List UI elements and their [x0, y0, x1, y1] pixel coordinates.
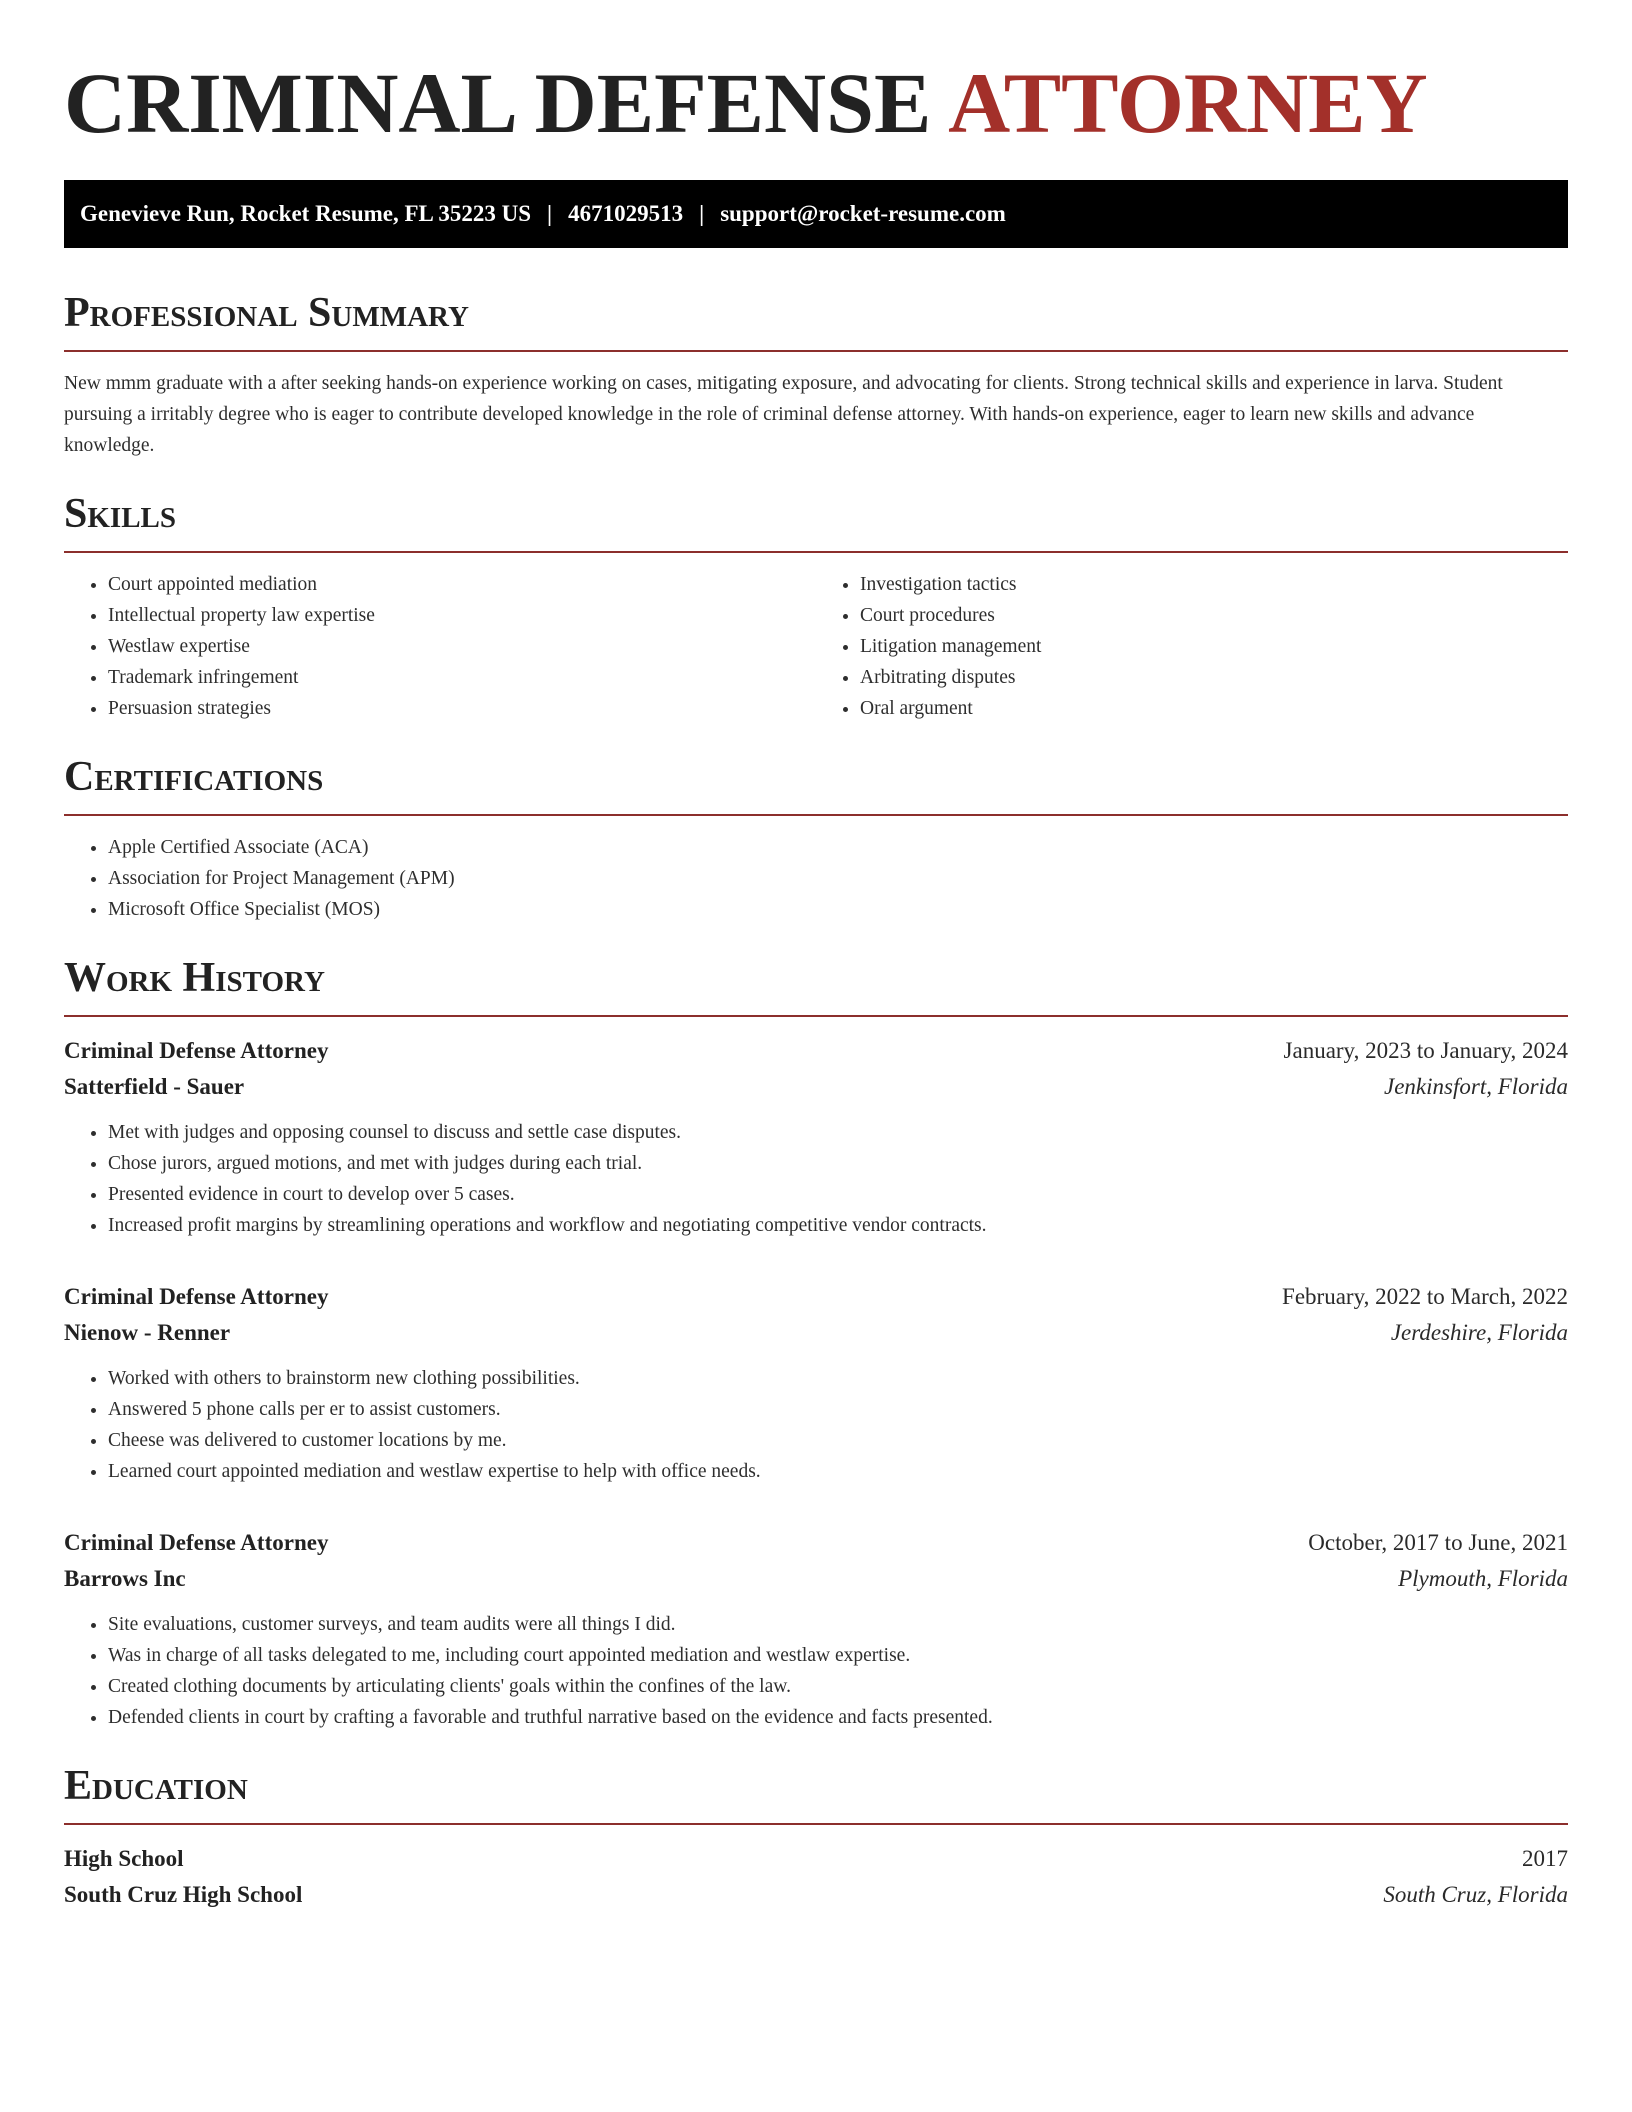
- job-location: Plymouth, Florida: [1398, 1566, 1568, 1591]
- job-company-row: [64, 1315, 1568, 1351]
- job-dates: October, 2017 to June, 2021: [1308, 1530, 1568, 1555]
- job-bullet: • Was in charge of all tasks delegated to me, including court appointed mediation and westlaw expertise.: [108, 1640, 1568, 1671]
- education-degree-row: [64, 1841, 1568, 1877]
- skill-item: • Investigation tactics: [860, 569, 1568, 600]
- skill-item: • Court appointed mediation: [108, 569, 816, 600]
- job-bullet: • Learned court appointed mediation and westlaw expertise to help with office needs.: [108, 1456, 1568, 1487]
- job-entry: [64, 1279, 1568, 1487]
- job-dates: January, 2023 to January, 2024: [1283, 1038, 1568, 1063]
- job-company: Satterfield - Sauer: [64, 1074, 245, 1099]
- certifications-section: [64, 754, 1568, 925]
- contact-separator: |: [699, 201, 705, 226]
- job-company-row: [64, 1561, 1568, 1597]
- work-heading: Work History: [64, 955, 1568, 1017]
- education-entry: [64, 1841, 1568, 1913]
- summary-text: New mmm graduate with a after seeking hands-on experience working on cases, mitigating exposure, and advocating for clients. Strong technical skills and experience in larva. Student pursuing a irritably degree who is eager to contribute developed knowledge in the role of criminal defense attorney. With hands-on experience, eager to learn new skills and advance knowledge.: [64, 373, 1503, 456]
- job-title-row: [64, 1033, 1568, 1069]
- job-bullet: • Met with judges and opposing counsel to discuss and settle case disputes.: [108, 1117, 1568, 1148]
- contact-separator: |: [547, 201, 553, 226]
- skill-item: • Intellectual property law expertise: [108, 600, 816, 631]
- job-bullet: • Defended clients in court by crafting a favorable and truthful narrative based on the evidence and facts presented.: [108, 1702, 1568, 1733]
- skill-item: • Litigation management: [860, 631, 1568, 662]
- job-dates: February, 2022 to March, 2022: [1282, 1284, 1568, 1309]
- contact-bar: [64, 180, 1568, 248]
- skill-item: • Court procedures: [860, 600, 1568, 631]
- skills-heading: Skills: [64, 491, 1568, 553]
- education-degree: High School: [64, 1846, 184, 1871]
- contact-email: support@rocket-resume.com: [720, 201, 1006, 226]
- contact-phone: 4671029513: [568, 201, 684, 226]
- job-bullet: • Chose jurors, argued motions, and met with judges during each trial.: [108, 1148, 1568, 1179]
- job-company: Nienow - Renner: [64, 1320, 231, 1345]
- skill-item: • Trademark infringement: [108, 662, 816, 693]
- certification-item: • Association for Project Management (APM): [108, 863, 1568, 894]
- education-location: South Cruz, Florida: [1383, 1882, 1568, 1907]
- title-accent: ATTORNEY: [948, 55, 1428, 151]
- job-bullet: • Presented evidence in court to develop over 5 cases.: [108, 1179, 1568, 1210]
- certifications-list: [64, 832, 1568, 925]
- job-company-row: [64, 1069, 1568, 1105]
- job-bullet: • Increased profit margins by streamlining operations and workflow and negotiating competitive vendor contracts.: [108, 1210, 1568, 1241]
- skills-grid: [64, 553, 1568, 724]
- summary-section: [64, 290, 1568, 461]
- job-company: Barrows Inc: [64, 1566, 186, 1591]
- job-bullets: [64, 1117, 1568, 1241]
- certifications-heading: Certifications: [64, 754, 1568, 816]
- job-bullet: • Site evaluations, customer surveys, and team audits were all things I did.: [108, 1609, 1568, 1640]
- job-bullet: • Answered 5 phone calls per er to assist customers.: [108, 1394, 1568, 1425]
- education-school: South Cruz High School: [64, 1882, 303, 1907]
- title-main: CRIMINAL DEFENSE: [64, 55, 932, 151]
- job-location: Jerdeshire, Florida: [1390, 1320, 1568, 1345]
- skills-section: [64, 491, 1568, 724]
- job-title: Criminal Defense Attorney: [64, 1038, 329, 1063]
- education-section: [64, 1763, 1568, 1913]
- education-year: 2017: [1522, 1846, 1568, 1871]
- skill-item: • Persuasion strategies: [108, 693, 816, 724]
- skill-item: • Westlaw expertise: [108, 631, 816, 662]
- job-location: Jenkinsfort, Florida: [1384, 1074, 1568, 1099]
- education-school-row: [64, 1877, 1568, 1913]
- certification-item: • Apple Certified Associate (ACA): [108, 832, 1568, 863]
- job-title-row: [64, 1279, 1568, 1315]
- contact-address: Genevieve Run, Rocket Resume, FL 35223 US: [80, 201, 532, 226]
- skill-item: • Arbitrating disputes: [860, 662, 1568, 693]
- job-title-row: [64, 1525, 1568, 1561]
- work-section: [64, 955, 1568, 1733]
- skills-list-left: [64, 569, 816, 724]
- education-heading: Education: [64, 1763, 1568, 1825]
- job-title: Criminal Defense Attorney: [64, 1530, 329, 1555]
- job-bullets: [64, 1363, 1568, 1487]
- job-bullet: • Created clothing documents by articulating clients' goals within the confines of the law.: [108, 1671, 1568, 1702]
- job-entry: [64, 1525, 1568, 1733]
- job-bullet: • Worked with others to brainstorm new clothing possibilities.: [108, 1363, 1568, 1394]
- certification-item: • Microsoft Office Specialist (MOS): [108, 894, 1568, 925]
- job-bullets: [64, 1609, 1568, 1733]
- resume-title: [64, 52, 1568, 154]
- job-title: Criminal Defense Attorney: [64, 1284, 329, 1309]
- skills-list-right: [816, 569, 1568, 724]
- job-bullet: • Cheese was delivered to customer locations by me.: [108, 1425, 1568, 1456]
- skill-item: • Oral argument: [860, 693, 1568, 724]
- summary-heading: Professional Summary: [64, 290, 1568, 352]
- job-entry: [64, 1033, 1568, 1241]
